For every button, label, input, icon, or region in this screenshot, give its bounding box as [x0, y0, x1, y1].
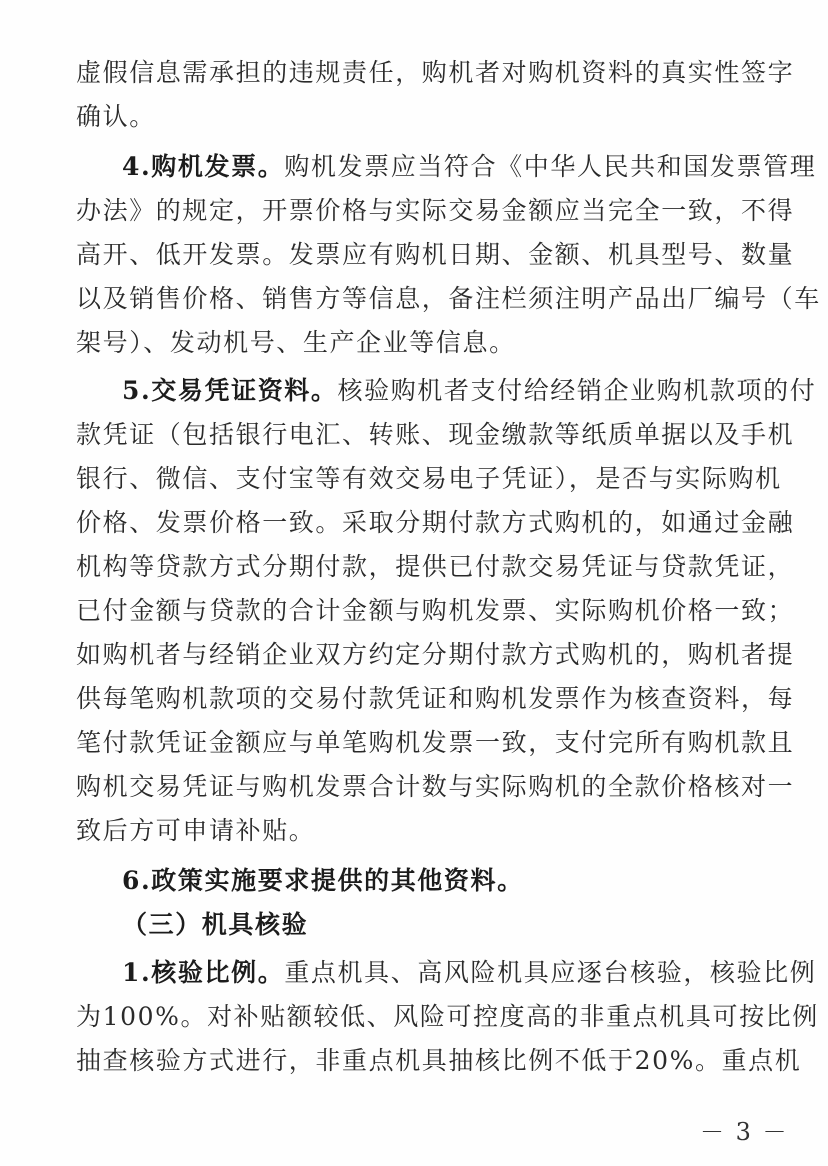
paragraph-5-line-5 — [76, 552, 795, 582]
subsection-title: （三）机具核验 — [122, 910, 309, 939]
line-text: 银行、微信、支付宝等有效交易电子凭证），是否与实际购机 — [76, 464, 782, 493]
paragraph-5-line-3 — [76, 464, 782, 494]
page-number: － 3 － — [700, 1118, 789, 1146]
paragraph-7-line-1 — [122, 958, 822, 988]
paragraph-5-line-8 — [76, 684, 795, 714]
paragraph-7-line-2 — [76, 1002, 819, 1032]
line-text: 虚假信息需承担的违规责任，购机者对购机资料的真实性签字 — [76, 58, 795, 87]
line-text: 确认。 — [76, 102, 156, 131]
line-text: 购机交易凭证与购机发票合计数与实际购机的全款价格核对一 — [76, 772, 795, 801]
line-text: 以及销售价格、销售方等信息，备注栏须注明产品出厂编号（车 — [76, 284, 821, 313]
paragraph-6 — [122, 866, 822, 896]
section-heading-5: 5.交易凭证资料。 — [122, 376, 338, 405]
paragraph-5-line-7 — [76, 640, 795, 670]
section-heading-1: 1.核验比例。 — [122, 958, 285, 987]
paragraph-7-line-3 — [76, 1046, 802, 1076]
paragraph-5-line-1 — [122, 376, 822, 406]
line-text: 办法》的规定，开票价格与实际交易金额应当完全一致，不得 — [76, 196, 795, 225]
line-text: 重点机具、高风险机具应逐台核验，核验比例 — [284, 958, 817, 987]
paragraph-4-line-2 — [76, 196, 795, 226]
line-text: 款凭证（包括银行电汇、转账、现金缴款等纸质单据以及手机 — [76, 420, 795, 449]
line-text: 如购机者与经销企业双方约定分期付款方式购机的，购机者提 — [76, 640, 795, 669]
paragraph-5-line-11 — [76, 816, 776, 846]
line-text: 机构等贷款方式分期付款，提供已付款交易凭证与贷款凭证， — [76, 552, 795, 581]
line-text: 高开、低开发票。发票应有购机日期、金额、机具型号、数量 — [76, 240, 795, 269]
section-heading-6: 6.政策实施要求提供的其他资料。 — [122, 866, 524, 895]
line-text: 价格、发票价格一致。采取分期付款方式购机的，如通过金融 — [76, 508, 795, 537]
paragraph-5-line-6 — [76, 596, 795, 626]
subsection-heading-3 — [122, 910, 822, 940]
paragraph-4-line-4 — [76, 284, 821, 314]
line-text: 供每笔购机款项的交易付款凭证和购机发票作为核查资料，每 — [76, 684, 795, 713]
paragraph-4-line-3 — [76, 240, 795, 270]
paragraph-4-line-1 — [122, 152, 822, 182]
line-text: 购机发票应当符合《中华人民共和国发票管理 — [284, 152, 817, 181]
text-line-2 — [76, 102, 776, 132]
text-line-1 — [76, 58, 795, 88]
section-heading-4: 4.购机发票。 — [122, 152, 285, 181]
line-text: 致后方可申请补贴。 — [76, 816, 316, 845]
paragraph-5-line-4 — [76, 508, 795, 538]
line-text: 架号）、发动机号、生产企业等信息。 — [76, 328, 516, 357]
line-text: 为100%。对补贴额较低、风险可控度高的非重点机具可按比例 — [76, 1002, 819, 1031]
line-text: 已付金额与贷款的合计金额与购机发票、实际购机价格一致； — [76, 596, 795, 625]
paragraph-5-line-9 — [76, 728, 795, 758]
paragraph-4-line-5 — [76, 328, 776, 358]
line-text: 笔付款凭证金额应与单笔购机发票一致，支付完所有购机款且 — [76, 728, 795, 757]
paragraph-5-line-10 — [76, 772, 795, 802]
paragraph-5-line-2 — [76, 420, 795, 450]
line-text: 抽查核验方式进行，非重点机具抽核比例不低于20%。重点机 — [76, 1046, 802, 1075]
line-text: 核验购机者支付给经销企业购机款项的付 — [337, 376, 817, 405]
